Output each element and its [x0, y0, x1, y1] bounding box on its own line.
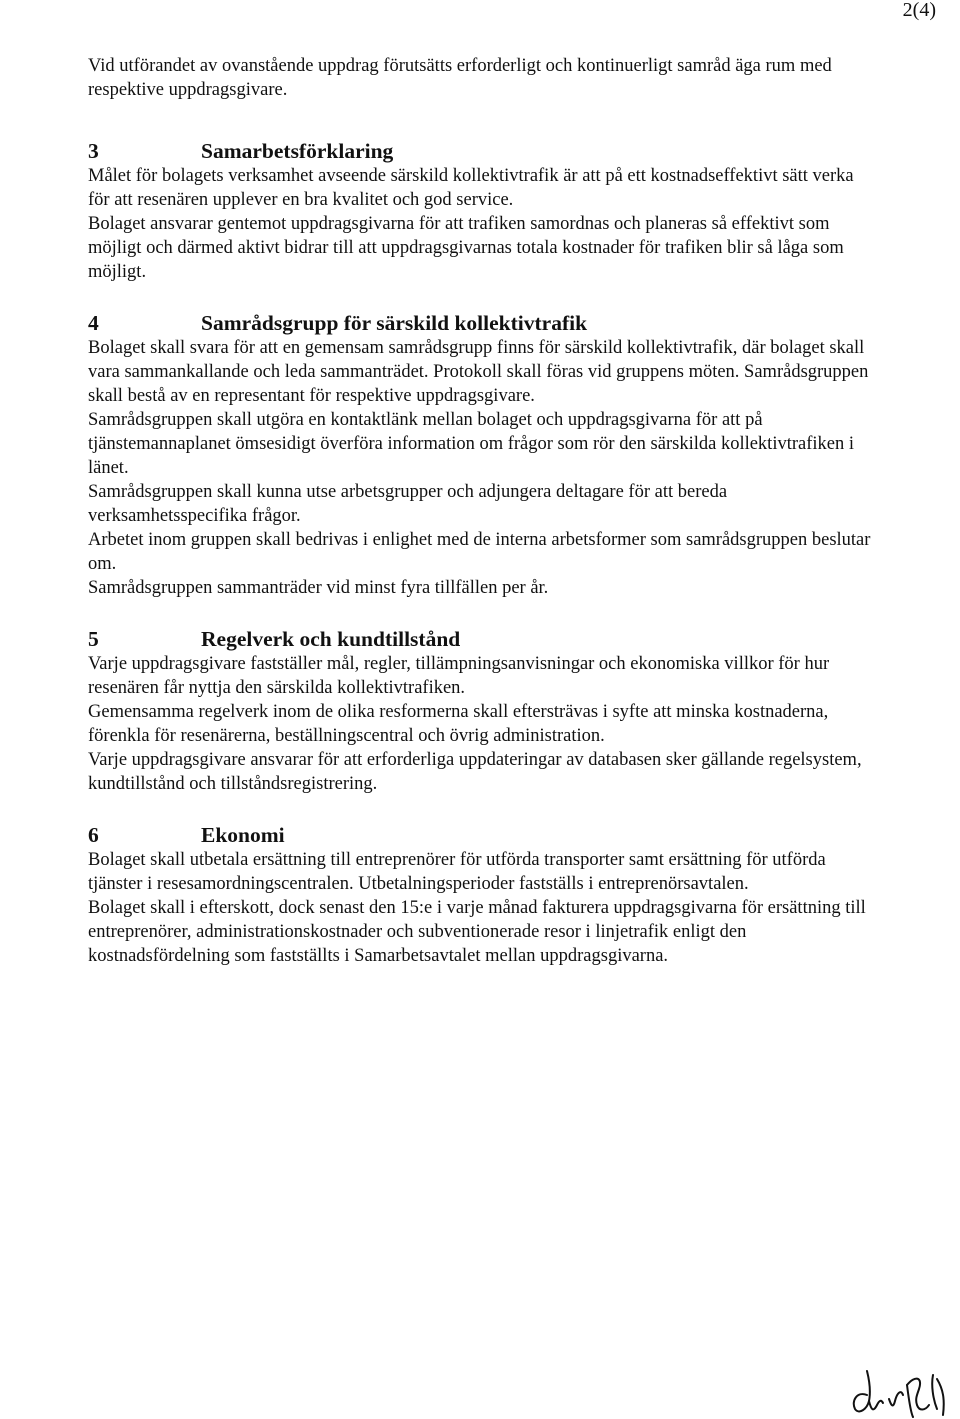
section-number: 4 — [88, 311, 99, 335]
section-paragraph: Bolaget skall svara för att en gemensam samrådsgrupp finns för särskild kollektivtrafik, där bolaget skall vara sammankallande och leda sammanträdet. Protokoll skall föras vid gruppens möten. Samrådsgruppen skall bestå av en representant för respektive uppdragsgivare. — [88, 338, 869, 406]
section-paragraph: Bolaget ansvarar gentemot uppdragsgivarna för att trafiken samordnas och planeras så effektivt som möjligt och därmed aktivt bidrar till att uppdragsgivarnas totala kostnader för trafiken blir så låga som möjligt. — [88, 214, 844, 282]
section-title: Ekonomi — [201, 823, 285, 847]
handwritten-initials — [845, 1365, 955, 1419]
section-paragraph: Samrådsgruppen skall kunna utse arbetsgrupper och adjungera deltagare för att bereda verksamhetsspecifika frågor. — [88, 482, 728, 526]
section-paragraph: Samrådsgruppen sammanträder vid minst fyra tillfällen per år. — [88, 578, 549, 598]
section-paragraph: Arbetet inom gruppen skall bedrivas i enlighet med de interna arbetsformer som samrådsgruppen beslutar om. — [88, 530, 871, 574]
section-number: 3 — [88, 139, 99, 163]
section-paragraph: Varje uppdragsgivare ansvarar för att erforderliga uppdateringar av databasen sker gällande regelsystem, kundtillstånd och tillståndsregistrering. — [88, 750, 862, 794]
section-paragraph: Målet för bolagets verksamhet avseende särskild kollektivtrafik är att på ett kostnadseffektivt sätt verka för att resenären upplever en bra kvalitet och god service. — [88, 166, 854, 210]
section-number: 6 — [88, 823, 99, 847]
section-number: 5 — [88, 627, 99, 651]
page-number: 2(4) — [902, 0, 936, 21]
section-heading-4 — [88, 310, 878, 336]
section-heading-3 — [88, 138, 878, 164]
section-paragraph: Bolaget skall utbetala ersättning till entreprenörer för utförda transporter samt ersättning för utförda tjänster i resesamordningscentralen. Utbetalningsperioder fastställs i entreprenörsavtalen. — [88, 850, 826, 894]
section-title: Samarbetsförklaring — [201, 139, 394, 163]
section-paragraph: Gemensamma regelverk inom de olika resformerna skall eftersträvas i syfte att minska kostnaderna, förenkla för resenärerna, beställningscentral och övrig administration. — [88, 702, 829, 746]
section-heading-6 — [88, 822, 878, 848]
section-paragraph: Varje uppdragsgivare fastställer mål, regler, tillämpningsanvisningar och ekonomiska villkor för hur resenären får nyttja den särskilda kollektivtrafiken. — [88, 654, 830, 698]
section-paragraph: Bolaget skall i efterskott, dock senast den 15:e i varje månad fakturera uppdragsgivarna för ersättning till entreprenörer, administrationskostnader och subventionerade resor i linjetrafik enligt den kostnadsfördelning som fastställts i Samarbetsavtalet mellan uppdragsgivarna. — [88, 898, 866, 966]
section-title: Regelverk och kundtillstånd — [201, 627, 461, 651]
section-heading-5 — [88, 626, 878, 652]
section-paragraph: Samrådsgruppen skall utgöra en kontaktlänk mellan bolaget och uppdragsgivarna för att på tjänstemannaplanet ömsesidigt överföra information om frågor som rör den särskilda kollektivtrafiken i länet. — [88, 410, 854, 478]
document-body — [88, 54, 878, 968]
section-title: Samrådsgrupp för särskild kollektivtrafik — [201, 311, 588, 335]
intro-paragraph: Vid utförandet av ovanstående uppdrag förutsätts erforderligt och kontinuerligt samråd äga rum med respektive uppdragsgivare. — [88, 56, 832, 100]
